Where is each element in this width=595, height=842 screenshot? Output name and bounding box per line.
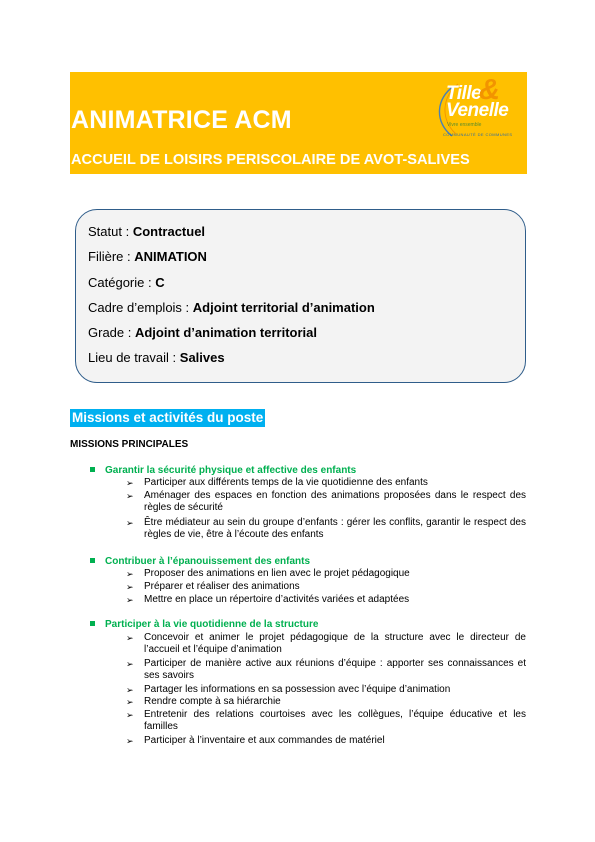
logo-tagline: Vivre ensemble (447, 122, 482, 128)
missions-principales-title: MISSIONS PRINCIPALES (70, 439, 189, 450)
arrow-bullet-icon: ➢ (126, 710, 134, 720)
list-item: ➢ Participer à l’inventaire et aux commandes de matériel (126, 735, 385, 746)
section-missions-title: Missions et activités du poste (72, 410, 264, 425)
page-title: ANIMATRICE ACM (71, 106, 292, 134)
list-item: ➢ Proposer des animations en lien avec le projet pédagogique (126, 568, 410, 579)
list-item: ➢ Préparer et réaliser des animations (126, 581, 300, 592)
logo-community: COMMUNAUTÉ DE COMMUNES (443, 132, 513, 137)
arrow-bullet-icon: ➢ (126, 697, 134, 707)
arrow-bullet-icon: ➢ (126, 478, 134, 488)
logo-text-tille: Tille (446, 83, 482, 104)
bullet-square-icon (90, 558, 95, 563)
bullet-square-icon (90, 621, 95, 626)
arrow-bullet-icon: ➢ (126, 659, 134, 669)
arrow-bullet-icon: ➢ (126, 685, 134, 695)
list-item: ➢ Entretenir des relations courtoises avec les collègues, l’équipe éducative et les familles (126, 709, 526, 732)
arrow-bullet-icon: ➢ (126, 569, 134, 579)
arrow-bullet-icon: ➢ (126, 491, 134, 501)
list-item: ➢ Participer de manière active aux réunions d’équipe : apporter ses connaissances et ses savoirs (126, 658, 526, 681)
arrow-bullet-icon: ➢ (126, 736, 134, 746)
info-statut: Statut : Contractuel (88, 224, 206, 239)
arrow-bullet-icon: ➢ (126, 595, 134, 605)
list-item: ➢ Mettre en place un répertoire d’activités variées et adaptées (126, 594, 410, 605)
info-categorie: Catégorie : C (88, 275, 165, 290)
group-title-securite: Garantir la sécurité physique et affective des enfants (90, 465, 356, 476)
logo-text-venelle: Venelle (446, 100, 509, 121)
info-filiere: Filière : ANIMATION (88, 249, 207, 264)
info-grade: Grade : Adjoint d’animation territorial (88, 325, 317, 340)
info-cadre: Cadre d’emplois : Adjoint territorial d’animation (88, 300, 375, 315)
list-item: ➢ Concevoir et animer le projet pédagogique de la structure avec le directeur de l’accueil et l’équipe d’animation (126, 632, 526, 655)
page-subtitle: ACCUEIL DE LOISIRS PERISCOLAIRE DE AVOT-SALIVES (71, 152, 470, 168)
list-item: ➢ Être médiateur au sein du groupe d’enfants : gérer les conflits, garantir le respect des règles de vie, être à l’écoute des enfants (126, 517, 526, 540)
arrow-bullet-icon: ➢ (126, 582, 134, 592)
group-title-epanouissement: Contribuer à l’épanouissement des enfants (90, 556, 310, 567)
arrow-bullet-icon: ➢ (126, 633, 134, 643)
group-title-vie-quotidienne: Participer à la vie quotidienne de la structure (90, 619, 318, 630)
arrow-bullet-icon: ➢ (126, 518, 134, 528)
bullet-square-icon (90, 467, 95, 472)
info-lieu: Lieu de travail : Salives (88, 350, 225, 365)
list-item: ➢ Aménager des espaces en fonction des animations proposées dans le respect des règles de sécurité (126, 490, 526, 513)
list-item: ➢ Partager les informations en sa possession avec l’équipe d’animation (126, 684, 451, 695)
logo-ampersand: & (479, 74, 500, 106)
list-item: ➢ Participer aux différents temps de la vie quotidienne des enfants (126, 477, 428, 488)
list-item: ➢ Rendre compte à sa hiérarchie (126, 696, 281, 707)
